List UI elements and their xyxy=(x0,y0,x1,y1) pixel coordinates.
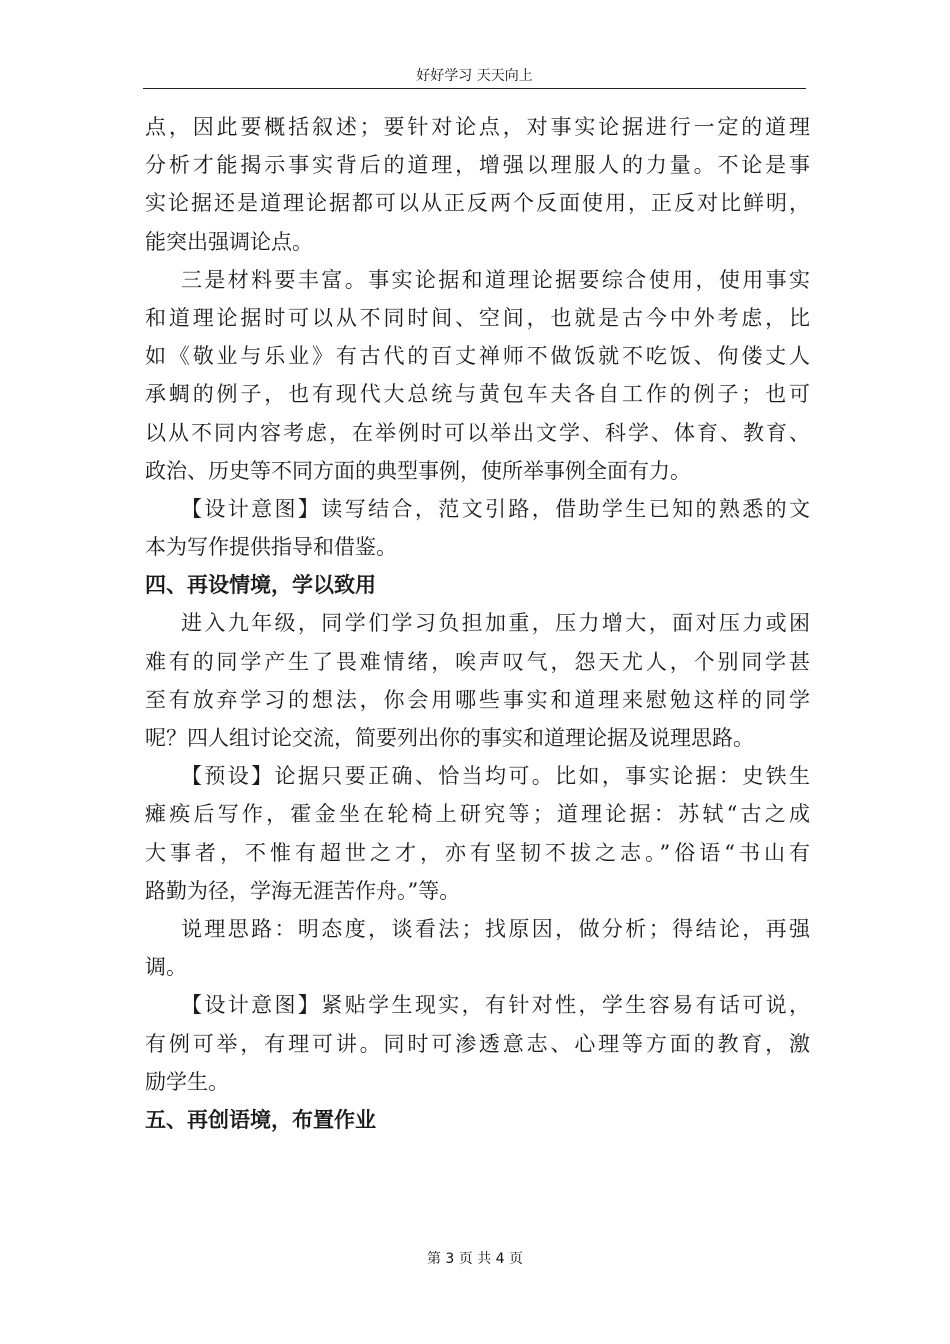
paragraph-line: 三是材料要丰富。事实论据和道理论据要综合使用，使用事实 xyxy=(181,267,810,292)
page-header: 好好学习 天天向上 xyxy=(416,68,533,84)
paragraph-line: 大事者，不惟有超世之才，亦有坚韧不拔之志。”俗语“书山有 xyxy=(145,840,810,865)
paragraph-line: 路勤为径，学海无涯苦作舟。”等。 xyxy=(145,878,461,903)
paragraph xyxy=(145,108,810,261)
header-divider xyxy=(143,88,806,89)
paragraph-line: 瘫痪后写作，霍金坐在轮椅上研究等；道理论据：苏轼“古之成 xyxy=(145,802,810,827)
paragraph-line: 政治、历史等不同方面的典型事例，使所举事例全面有力。 xyxy=(145,458,691,483)
paragraph-line: 励学生。 xyxy=(145,1069,229,1094)
paragraph xyxy=(145,604,810,757)
paragraph-line: 本为写作提供指导和借鉴。 xyxy=(145,535,397,560)
paragraph xyxy=(145,986,810,1101)
paragraph-line: 有例可举，有理可讲。同时可渗透意志、心理等方面的教育，激 xyxy=(145,1031,810,1056)
paragraph xyxy=(145,261,810,490)
section-heading: 四、再设情境，学以致用 xyxy=(145,573,376,598)
paragraph xyxy=(145,757,810,910)
paragraph-line: 难有的同学产生了畏难情绪，唉声叹气，怨天尤人，个别同学甚 xyxy=(145,649,810,674)
paragraph-line: 呢？四人组讨论交流，简要列出你的事实和道理论据及说理思路。 xyxy=(145,726,754,750)
paragraph-line: 至有放弃学习的想法，你会用哪些事实和道理来慰勉这样的同学 xyxy=(145,687,810,712)
paragraph-line: 【预设】论据只要正确、恰当均可。比如，事实论据：史铁生 xyxy=(181,764,810,789)
paragraph-line: 实论据还是道理论据都可以从正反两个反面使用，正反对比鲜明， xyxy=(145,191,810,216)
paragraph-line: 以从不同内容考虑，在举例时可以举出文学、科学、体育、教育、 xyxy=(145,420,810,445)
paragraph-line: 如《敬业与乐业》有古代的百丈禅师不做饭就不吃饭、佝偻丈人 xyxy=(145,344,810,369)
paragraph-line: 分析才能揭示事实背后的道理，增强以理服人的力量。不论是事 xyxy=(145,153,810,178)
paragraph-line: 和道理论据时可以从不同时间、空间，也就是古今中外考虑，比 xyxy=(145,305,810,330)
paragraph xyxy=(145,910,810,986)
paragraph-line: 承蜩的例子，也有现代大总统与黄包车夫各自工作的例子；也可 xyxy=(145,382,810,407)
paragraph xyxy=(145,490,810,566)
paragraph-line: 进入九年级，同学们学习负担加重，压力增大，面对压力或困 xyxy=(181,611,810,636)
document-body xyxy=(145,108,810,1139)
paragraph-line: 说理思路：明态度，谈看法；找原因，做分析；得结论，再强 xyxy=(181,916,810,941)
paragraph-line: 点，因此要概括叙述；要针对论点，对事实论据进行一定的道理 xyxy=(145,115,810,139)
paragraph-line: 【设计意图】读写结合，范文引路，借助学生已知的熟悉的文 xyxy=(181,496,810,521)
paragraph-line: 能突出强调论点。 xyxy=(145,229,313,254)
page-footer: 第 3 页 共 4 页 xyxy=(426,1251,524,1267)
paragraph-line: 调。 xyxy=(145,955,187,980)
section-heading: 五、再创语境，布置作业 xyxy=(145,1107,376,1132)
paragraph-line: 【设计意图】紧贴学生现实，有针对性，学生容易有话可说， xyxy=(181,993,810,1018)
